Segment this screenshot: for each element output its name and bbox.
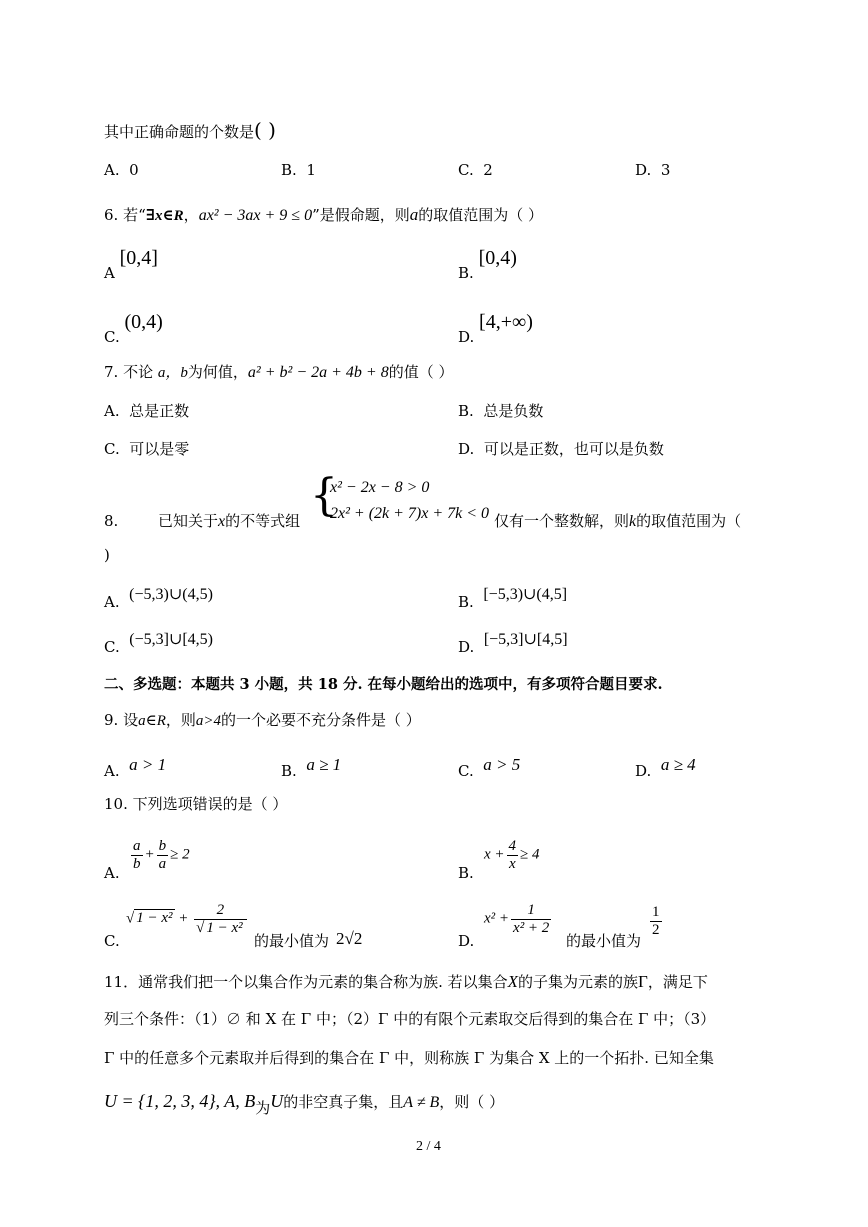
q9-mid: ，则 (165, 711, 196, 729)
q10-stem (104, 797, 287, 812)
q6-stem (104, 206, 543, 224)
relation: ≥ 2 (170, 846, 190, 863)
q6-option-c (104, 311, 163, 346)
option-letter: B. (458, 264, 474, 282)
q11-wei: 为 (255, 1099, 271, 1117)
lead-term: x² + (484, 910, 510, 927)
frac-num: b (158, 838, 167, 854)
option-letter: C. (104, 638, 120, 656)
q9-cond2: a>4 (195, 713, 222, 729)
option-letter: B. (458, 864, 474, 882)
option-letter: A. (104, 762, 120, 780)
q6-option-d (458, 311, 533, 346)
option-text: [0,4) (478, 247, 517, 269)
q7-pre: 不论 (123, 363, 154, 381)
relation: ≥ 4 (520, 846, 540, 863)
q6-post: ”是假命题，则 (312, 206, 410, 224)
q11-gamma: Γ (638, 972, 648, 991)
frac-num: 2 (194, 902, 247, 920)
option-text: 1 (306, 161, 316, 179)
sqrt-content: 1 − x² (206, 919, 243, 936)
option-text: 3 (660, 161, 671, 179)
option-letter: B. (458, 402, 474, 420)
q5-stem (104, 120, 276, 140)
q6-tail: 的取值范围为（ ） (418, 206, 544, 224)
option-letter: A. (104, 593, 120, 611)
x-term: x + (484, 846, 505, 863)
q8-option-b (458, 586, 568, 611)
min-value: 2√2 (336, 929, 363, 948)
question-number: 9. (104, 711, 119, 729)
q11-line4d: ，则（ ） (439, 1093, 505, 1111)
q8-brace: { (310, 470, 338, 521)
q8-ineq1: x² − 2x − 8 > 0 (330, 479, 430, 496)
option-text: [−5,3)∪(4,5] (483, 586, 568, 603)
q7-vars: a，b (157, 365, 188, 381)
q8-ineq2: 2x² + (2k + 7)x + 7k < 0 (330, 505, 490, 522)
plus-sign: + (144, 846, 155, 863)
option-letter: A. (104, 161, 120, 179)
q9-cond: a∈R (138, 713, 166, 729)
q8-pre (158, 514, 300, 530)
option-letter: D. (458, 638, 475, 656)
q5-paren: ( ) (254, 118, 276, 142)
q7-option-a (104, 404, 189, 419)
option-text: a > 1 (129, 755, 167, 774)
q9-stem (104, 713, 421, 729)
q7-option-b (458, 404, 543, 419)
plus-sign: + (178, 910, 189, 927)
section-heading: 二、多选题：本题共 3 小题，共 18 分. 在每小题给出的选项中，有多项符合题目要求. (104, 676, 663, 693)
option-letter: A. (104, 864, 120, 882)
q6-pre: 若“ (123, 206, 146, 224)
option-text: 可以是零 (129, 440, 190, 458)
option-text: a ≥ 4 (660, 755, 696, 774)
frac-den: x² + 2 (513, 919, 550, 936)
q8-post-text: 仅有一个整数解，则 (494, 512, 630, 530)
q11-set-def: U = {1, 2, 3, 4}, A, B (104, 1091, 256, 1111)
q9-option-c (458, 755, 521, 780)
option-letter: B. (281, 762, 297, 780)
q9-option-d (635, 755, 696, 780)
q8-mid: 的不等式组 (225, 512, 301, 530)
option-text: 2 (483, 161, 493, 179)
option-text: a > 5 (483, 755, 521, 774)
option-letter: C. (458, 161, 474, 179)
option-letter: A (104, 264, 115, 282)
q8-option-c (104, 631, 214, 656)
frac-den: b (133, 855, 141, 872)
option-letter: D. (635, 161, 652, 179)
min-value-label: 的最小值为 (566, 932, 642, 950)
frac-num: 1 (511, 902, 551, 920)
option-text: [0,4] (119, 247, 158, 269)
q10-b-expr (484, 838, 540, 872)
option-letter: D. (635, 762, 652, 780)
q5-option-b (281, 163, 316, 178)
q7-tail: 的值（ ） (388, 363, 454, 381)
q9-pre: 设 (123, 711, 139, 729)
q9-option-b (281, 755, 342, 780)
question-number: 7. (104, 363, 119, 381)
frac-den: x (508, 855, 516, 872)
q5-option-d (635, 163, 670, 178)
option-letter: D. (458, 328, 475, 346)
q9-tail: 的一个必要不充分条件是（ ） (221, 711, 421, 729)
q10-c-expr: √ 1 − x² + $\frac{2}{\text{√ 1 − x²}}$ (126, 902, 249, 936)
sqrt-content: 1 − x² (136, 910, 173, 927)
min-value-label: 的最小值为 (254, 932, 330, 950)
option-letter: C. (104, 328, 120, 346)
q8-option-d (458, 631, 568, 656)
q5-option-a (104, 163, 139, 178)
frac-num: 4 (508, 838, 517, 854)
option-text: a ≥ 1 (306, 755, 342, 774)
q7-mid: 为何值， (187, 363, 248, 381)
option-text: (−5,3]∪[4,5) (129, 631, 214, 648)
q11-line2: 列三个条件：（1）∅ 和 X 在 Γ 中；（2）Γ 中的有限个元素取交后得到的集合在 Γ 中；（3） (104, 1010, 716, 1028)
q11-line4b: 的非空真子集，且 (283, 1093, 404, 1111)
option-text: 可以是正数，也可以是负数 (483, 440, 664, 458)
q11-A-ne-B: A ≠ B (403, 1094, 440, 1111)
q6-cond2: ax² − 3ax + 9 ≤ 0 (198, 207, 313, 224)
q6-comma: ， (183, 206, 199, 224)
q8-var: x (218, 513, 226, 530)
option-letter: D. (458, 932, 475, 950)
q5-option-c (458, 163, 493, 178)
q11-line3: Γ 中的任意多个元素取并后得到的集合在 Γ 中，则称族 Γ 为集合 X 上的一个拓扑. 已知全集 (104, 1049, 714, 1067)
q6-var: a (409, 205, 419, 224)
option-letter: A. (104, 402, 120, 420)
q11-X: X (507, 972, 519, 991)
frac-den: a (158, 855, 167, 872)
q8-tail: 的取值范围为（ (636, 512, 742, 530)
q6-cond1: ∃x∈R (145, 208, 184, 224)
q10-stem-text: 下列选项错误的是（ ） (132, 795, 288, 813)
option-text: 0 (129, 161, 139, 179)
option-letter: B. (281, 161, 297, 179)
option-text: [−5,3]∪[4,5] (483, 631, 568, 648)
option-letter: C. (104, 932, 120, 950)
page-number: 2 / 4 (416, 1139, 441, 1154)
q11-line4 (104, 1091, 505, 1117)
frac-num: a (133, 838, 141, 854)
q6-option-b (458, 247, 517, 282)
q8-pre-text: 已知关于 (158, 512, 219, 530)
option-text: [4,+∞) (479, 311, 533, 333)
q10-a-expr (129, 838, 190, 872)
question-number: 10. (104, 795, 128, 813)
q8-number: 8. (104, 512, 119, 530)
q9-option-a (104, 755, 167, 780)
q11-U: U (270, 1091, 284, 1111)
q7-expr: a² + b² − 2a + 4b + 8 (247, 364, 389, 381)
option-text: 总是正数 (129, 402, 190, 420)
q8-close: ) (104, 546, 110, 564)
q10-d-expr (484, 902, 553, 936)
q7-option-d (458, 442, 664, 457)
q11-line1b: 的子集为元素的族 (518, 973, 639, 991)
frac-den: 2 (652, 921, 660, 938)
min-value-frac (648, 904, 664, 938)
q6-option-a (104, 247, 158, 282)
q11-line1-text: 11．通常我们把一个以集合作为元素的集合称为族. 若以集合 (104, 973, 508, 991)
option-text: (0,4) (124, 311, 163, 333)
frac-num: 1 (652, 904, 660, 920)
q8-option-a (104, 586, 213, 611)
q5-stem-text: 其中正确命题的个数是 (104, 123, 255, 141)
q8-post (494, 514, 741, 530)
q8-kvar: k (629, 513, 637, 530)
option-text: (−5,3)∪(4,5) (129, 586, 213, 603)
option-letter: C. (104, 440, 120, 458)
option-letter: B. (458, 593, 474, 611)
q7-option-c (104, 442, 189, 457)
option-text: 总是负数 (483, 402, 544, 420)
option-letter: D. (458, 440, 475, 458)
q11-line1c: ，满足下 (647, 973, 708, 991)
q7-stem (104, 365, 453, 381)
option-letter: C. (458, 762, 474, 780)
question-number: 6. (104, 206, 119, 224)
q11-line1 (104, 973, 708, 990)
